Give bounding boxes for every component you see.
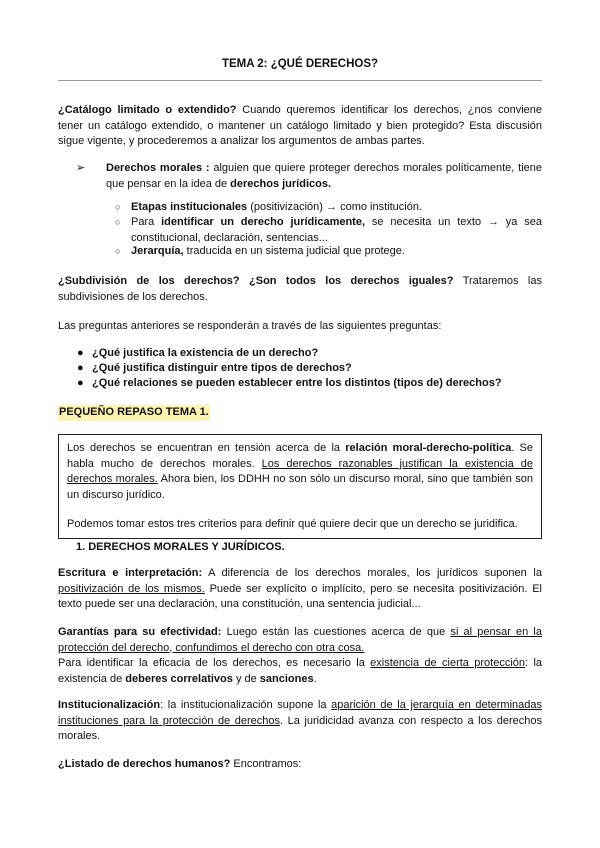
page-title: TEMA 2: ¿QUÉ DERECHOS?	[221, 58, 379, 70]
section-heading: 1. DERECHOS MORALES Y JURÍDICOS.	[76, 541, 285, 553]
bullet-dot-icon: ●	[77, 377, 84, 389]
garantias-text: Luego están las cuestiones acerca de que	[221, 626, 451, 638]
garantias-text: : la existencia de	[58, 657, 542, 685]
box-text: Los derechos se encuentran en tensión acerca de la	[67, 442, 346, 454]
sub-item-bold: identificar un derecho jurídicamente,	[161, 216, 366, 228]
circle-bullet-icon: ○	[115, 246, 121, 256]
repaso-heading: PEQUEÑO REPASO TEMA 1.	[58, 405, 210, 421]
circle-bullet-icon: ○	[115, 202, 121, 212]
institucionalizacion-underline: aparición de la jerarquía en determinadas instituciones para la protección de derechos	[58, 699, 542, 727]
box-text: Ahora bien, los DDHH no son sólo un discurso moral, sino que también son un discurso jurídico.	[67, 473, 533, 501]
garantias-lead: Garantías para su efectividad:	[58, 626, 222, 638]
sub-item-text: se necesita un texto → ya sea constitucional, declaración, sentencias...	[131, 216, 543, 244]
subdivision-paragraph	[58, 274, 542, 305]
institucionalizacion-paragraph	[58, 698, 542, 745]
box-underline: Los derechos razonables justifican la existencia de derechos morales.	[67, 457, 533, 485]
morales-text: alguien que quiere proteger derechos morales políticamente, tiene que pensar en la idea de	[106, 162, 542, 190]
question-item	[77, 361, 542, 377]
subdivision-lead: ¿Subdivisión de los derechos? ¿Son todos los derechos iguales?	[58, 275, 454, 287]
box-text: . Se habla mucho de derechos morales.	[67, 442, 533, 470]
bullet-dot-icon: ●	[77, 347, 84, 359]
garantias-underline: si al pensar en la protección del derecho, confundimos el derecho con otra cosa.	[58, 626, 542, 654]
intro-text: Cuando queremos identificar los derechos, ¿nos conviene tener un catálogo extendido, o mantener un catálogo limitado y bien protegido? Esta discusión sigue vigente, y procederemos a analizar los argumentos de ambas partes.	[58, 104, 542, 147]
sub-item-text: (positivización) → como institución.	[247, 201, 422, 213]
question-item	[77, 376, 542, 392]
listado-text: Encontramos:	[230, 758, 302, 770]
garantias-paragraph	[58, 625, 542, 687]
sub-item-bold: Etapas institucionales	[131, 201, 248, 213]
summary-box	[58, 434, 542, 539]
arrow-bullet-icon: ➢	[76, 162, 86, 174]
morales-bold: derechos jurídicos.	[230, 177, 332, 190]
intro-lead: ¿Catálogo limitado o extendido?	[58, 104, 237, 116]
sub-item-bold: Jerarquía,	[131, 245, 184, 257]
listado-lead: ¿Listado de derechos humanos?	[58, 758, 231, 770]
escritura-text: A diferencia de los derechos morales, los jurídicos suponen la	[202, 567, 542, 579]
garantias-text: .	[313, 672, 317, 685]
institucionalizacion-text: . La juridicidad avanza con respecto a los derechos morales.	[58, 714, 542, 742]
intro-paragraph	[58, 103, 542, 150]
preguntas-intro-text: Las preguntas anteriores se responderán a través de las siguientes preguntas:	[58, 320, 442, 332]
question-text: ¿Qué justifica distinguir entre tipos de derechos?	[92, 362, 352, 374]
listado-paragraph	[58, 757, 542, 773]
garantias-text: Para identificar la eficacia de los derechos, es necesario la	[58, 657, 371, 669]
garantias-bold: deberes correlativos	[125, 672, 233, 685]
sub-item-pre: Para	[131, 216, 162, 228]
escritura-text: Puede ser explícito o implícito, pero se necesita positivización. El texto puede ser una declaración, una constitución, una sentencia judicial...	[58, 582, 542, 610]
question-item	[77, 346, 542, 362]
circle-bullet-icon: ○	[115, 217, 121, 227]
box-criteria: Podemos tomar estos tres criterios para definir qué quiere decir que un derecho se juridifica.	[67, 518, 518, 530]
escritura-paragraph	[58, 566, 542, 613]
morales-lead: Derechos morales :	[106, 162, 210, 174]
morales-bullet	[76, 161, 542, 192]
sub-item	[115, 215, 542, 246]
escritura-lead: Escritura e interpretación:	[58, 567, 203, 579]
garantias-underline: existencia de cierta protección	[370, 657, 526, 669]
escritura-underline: positivización de los mismos.	[58, 582, 205, 595]
sub-item	[115, 244, 542, 260]
garantias-bold: sanciones	[259, 672, 314, 685]
question-text: ¿Qué relaciones se pueden establecer entre los distintos (tipos de) derechos?	[92, 377, 502, 389]
institucionalizacion-lead: Institucionalización	[58, 699, 161, 711]
preguntas-intro	[58, 319, 542, 335]
sub-item-text: traducida en un sistema judicial que protege.	[183, 245, 405, 257]
sub-item	[115, 200, 542, 216]
bullet-dot-icon: ●	[77, 362, 84, 374]
box-bold: relación moral-derecho-política	[345, 442, 512, 454]
garantias-text: y de	[232, 672, 260, 685]
question-text: ¿Qué justifica la existencia de un derecho?	[92, 347, 319, 359]
title-divider	[58, 80, 542, 81]
institucionalizacion-text: : la institucionalización supone la	[160, 699, 332, 711]
subdivision-text: Trataremos las subdivisiones de los derechos.	[58, 275, 542, 303]
